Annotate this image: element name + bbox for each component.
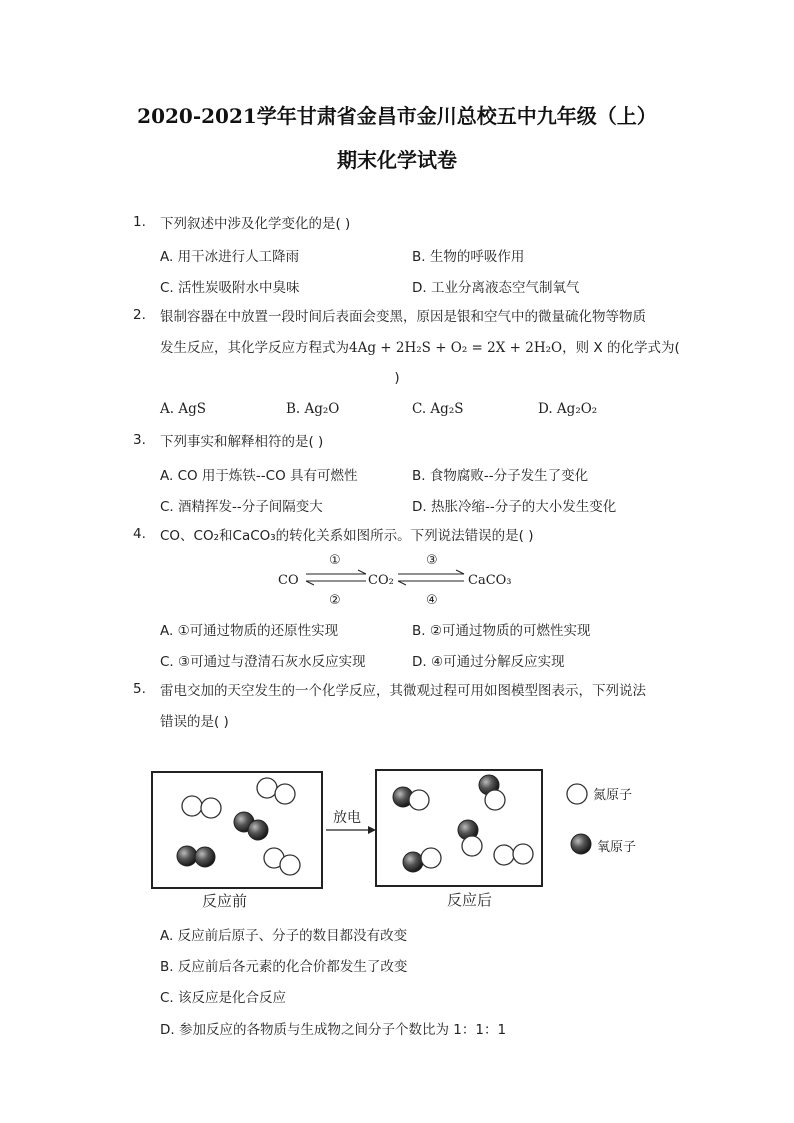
option-d: D. 参加反应的各物质与生成物之间分子个数比为 1：1：1	[160, 1022, 507, 1038]
option-b: B. Ag₂O	[286, 401, 340, 417]
option-a: A. ①可通过物质的还原性实现	[160, 623, 339, 639]
scheme-caco3: CaCO₃	[468, 573, 512, 588]
molecule-n2	[494, 844, 533, 865]
option-c: C. Ag₂S	[412, 401, 464, 417]
option-d: D. 热胀冷缩--分子的大小发生变化	[412, 499, 617, 515]
question-number: 2.	[133, 307, 146, 323]
question-stem: 下列叙述中涉及化学变化的是( )	[160, 216, 351, 232]
molecule-no	[393, 787, 429, 810]
question-number: 4.	[133, 526, 146, 542]
nitrogen-atom	[513, 844, 533, 864]
question-number: 3.	[133, 432, 146, 448]
molecule-no	[479, 775, 505, 810]
nitrogen-atom	[275, 784, 295, 804]
exam-title-line1: 2020-2021学年甘肃省金昌市金川总校五中九年级（上）	[137, 104, 657, 128]
nitrogen-atom	[462, 836, 482, 856]
question-stem-line2: 错误的是( )	[160, 714, 229, 730]
stem-text: ，则 X 的化学式为(	[562, 340, 680, 356]
oxygen-atom	[177, 846, 197, 866]
reaction-model-diagram	[140, 760, 680, 910]
arrow-2-label: ②	[329, 593, 341, 608]
before-label: 反应前	[202, 892, 248, 910]
molecule-o2	[177, 846, 215, 867]
option-a: A. 反应前后原子、分子的数目都没有改变	[160, 928, 408, 944]
scheme-co2: CO₂	[368, 573, 394, 588]
question-number: 1.	[133, 214, 146, 230]
option-b: B. 反应前后各元素的化合价都发生了改变	[160, 959, 408, 975]
legend-nitrogen-atom	[567, 784, 587, 804]
molecule-n2	[257, 778, 295, 804]
question-stem-line1: 银制容器在中放置一段时间后表面会变黑，原因是银和空气中的微量硫化物等物质	[160, 309, 646, 325]
option-c: C. 酒精挥发--分子间隔变大	[160, 499, 323, 515]
oxygen-atom	[248, 820, 268, 840]
exam-title-line2: 期末化学试卷	[337, 148, 457, 172]
chemical-equation: 4Ag + 2H₂S + O₂ = 2X + 2H₂O	[349, 340, 563, 356]
option-b: B. 食物腐败--分子发生了变化	[412, 468, 589, 484]
nitrogen-atom	[201, 798, 221, 818]
reaction-arrow-head	[368, 826, 376, 834]
arrow-3-head	[456, 570, 464, 574]
arrow-4-head	[398, 581, 406, 585]
option-c: C. 该反应是化合反应	[160, 990, 287, 1006]
option-a: A. CO 用于炼铁--CO 具有可燃性	[160, 468, 358, 484]
arrow-4-label: ④	[426, 593, 438, 608]
option-d: D. 工业分离液态空气制氧气	[412, 280, 580, 296]
nitrogen-atom	[494, 845, 514, 865]
question-stem-line1: 雷电交加的天空发生的一个化学反应，其微观过程可用如图模型图表示，下列说法	[160, 683, 646, 699]
molecule-n2	[264, 848, 300, 875]
conversion-scheme	[270, 548, 530, 610]
option-d: D. ④可通过分解反应实现	[412, 654, 565, 670]
option-b: B. 生物的呼吸作用	[412, 249, 525, 265]
question-stem: 下列事实和解释相符的是( )	[160, 434, 324, 450]
option-a: A. 用干冰进行人工降雨	[160, 249, 300, 265]
nitrogen-atom	[182, 796, 202, 816]
nitrogen-atom	[257, 778, 277, 798]
nitrogen-atom	[280, 855, 300, 875]
arrow-1-label: ①	[329, 553, 341, 568]
legend-oxygen-atom	[571, 834, 591, 854]
option-c: C. 活性炭吸附水中臭味	[160, 280, 300, 296]
molecule-no	[458, 820, 482, 856]
arrow-3-label: ③	[426, 553, 438, 568]
molecule-no	[403, 848, 441, 872]
nitrogen-atom	[421, 848, 441, 868]
reaction-arrow-label: 放电	[333, 810, 361, 826]
oxygen-atom	[195, 847, 215, 867]
arrow-2-head	[306, 581, 314, 585]
option-a: A. AgS	[160, 401, 206, 417]
scheme-co: CO	[278, 573, 299, 588]
molecule-n2	[182, 796, 221, 818]
question-stem-line3: )	[394, 370, 400, 386]
option-b: B. ②可通过物质的可燃性实现	[412, 623, 591, 639]
option-c: C. ③可通过与澄清石灰水反应实现	[160, 654, 366, 670]
oxygen-atom	[403, 852, 423, 872]
arrow-1-head	[358, 570, 366, 574]
legend-oxygen-label: 氧原子	[597, 840, 637, 855]
stem-text: 发生反应，其化学反应方程式为	[160, 340, 349, 356]
nitrogen-atom	[485, 790, 505, 810]
option-d: D. Ag₂O₂	[538, 401, 598, 417]
nitrogen-atom	[409, 790, 429, 810]
legend-nitrogen-label: 氮原子	[593, 788, 633, 803]
question-stem: CO、CO₂和CaCO₃的转化关系如图所示。下列说法错误的是( )	[160, 528, 534, 544]
question-stem-line2	[160, 338, 680, 358]
molecule-o2	[234, 812, 268, 840]
after-label: 反应后	[447, 891, 493, 909]
question-number: 5.	[133, 681, 146, 697]
